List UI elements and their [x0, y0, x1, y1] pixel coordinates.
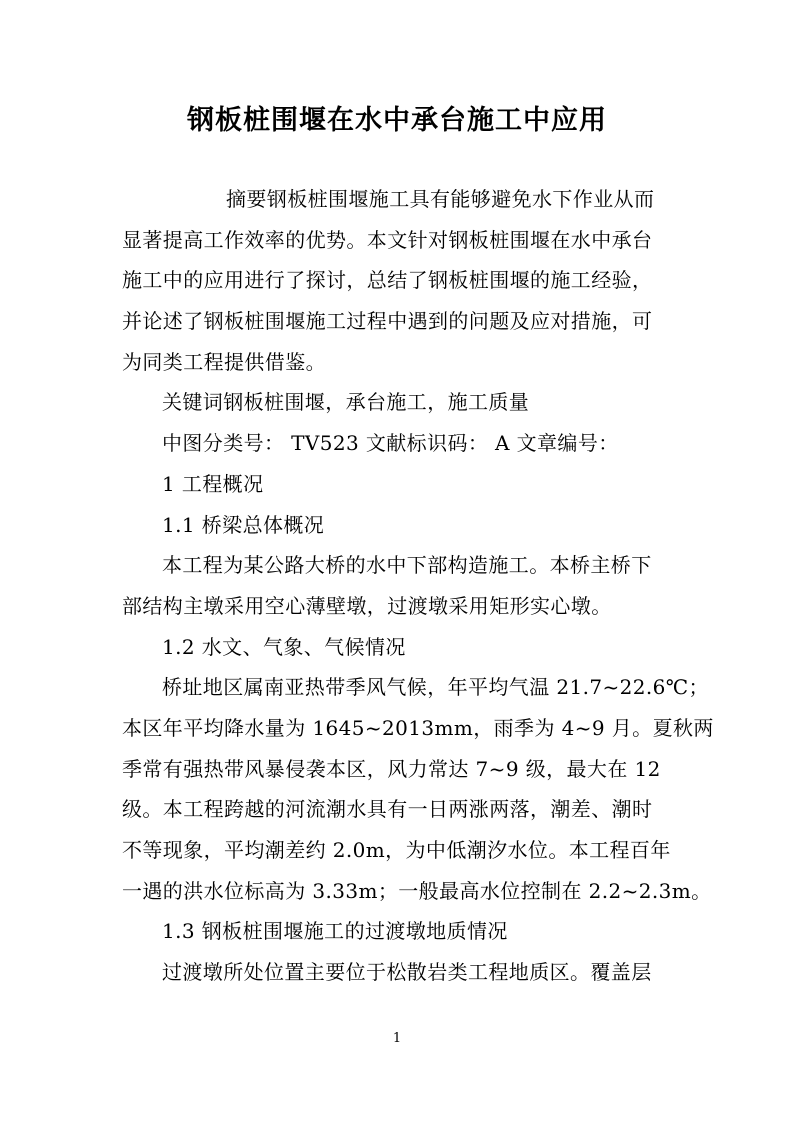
keywords-line: 关键词钢板桩围堰，承台施工，施工质量: [162, 390, 530, 415]
abstract-line: 并论述了钢板桩围堰施工过程中遇到的问题及应对措施，可: [122, 309, 653, 334]
paragraph-line: 不等现象，平均潮差约 2.0m，为中低潮汐水位。本工程百年: [122, 838, 671, 862]
abstract-line: 施工中的应用进行了探讨，总结了钢板桩围堰的施工经验，: [122, 268, 653, 293]
paragraph-line: 过渡墩所处位置主要位于松散岩类工程地质区。覆盖层: [162, 960, 652, 985]
paragraph-line: 一遇的洪水位标高为 3.33m；一般最高水位控制在 2.2~2.3m。: [122, 878, 712, 903]
paragraph-line: 部结构主墩采用空心薄壁墩，过渡墩采用矩形实心墩。: [122, 593, 612, 618]
abstract-line: 显著提高工作效率的优势。本文针对钢板桩围堰在水中承台: [122, 227, 653, 252]
subsection-heading: 1.3 钢板桩围堰施工的过渡墩地质情况: [162, 919, 508, 944]
document-title: 钢板桩围堰在水中承台施工中应用: [187, 105, 607, 136]
abstract-line: 摘要钢板桩围堰施工具有能够避免水下作业从而: [226, 187, 655, 211]
subsection-heading: 1.2 水文、气象、气候情况: [162, 634, 406, 659]
paragraph-line: 季常有强热带风暴侵袭本区，风力常达 7~9 级，最大在 12: [122, 756, 661, 781]
subsection-heading: 1.1 桥梁总体概况: [162, 512, 325, 537]
section-heading: 1 工程概况: [162, 471, 264, 496]
paragraph-line: 级。本工程跨越的河流潮水具有一日两涨两落，潮差、潮时: [122, 797, 653, 822]
abstract-line: 为同类工程提供借鉴。: [122, 349, 326, 374]
document-body: [122, 179, 714, 993]
classification-line: 中图分类号： TV523 文献标识码： A 文章编号：: [162, 431, 619, 456]
paragraph-line: 本区年平均降水量为 1645~2013mm，雨季为 4~9 月。夏秋两: [122, 715, 714, 740]
paragraph-line: 本工程为某公路大桥的水中下部构造施工。本桥主桥下: [162, 553, 652, 578]
page-number: 1: [392, 1031, 402, 1046]
paragraph-line: 桥址地区属南亚热带季风气候，年平均气温 21.7~22.6℃；: [162, 675, 709, 700]
